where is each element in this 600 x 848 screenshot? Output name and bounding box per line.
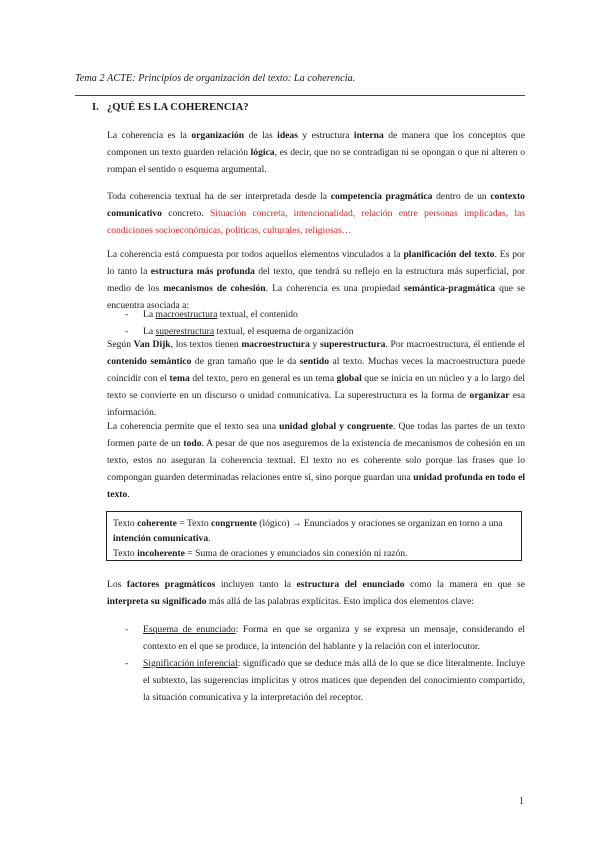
paragraph-1: La coherencia es la organización de las ideas y estructura interna de manera que los conceptos que componen un texto guarden relación lógica, es decir, que no se contradigan ni se opongan o que ni alteren o rompan el sentido o esquema argumental. [107, 130, 525, 175]
section-title: ¿QUÉ ES LA COHERENCIA? [107, 102, 249, 113]
section-heading [92, 102, 249, 113]
paragraph-2: Toda coherencia textual ha de ser interpretada desde la competencia pragmática dentro de un contexto comunicativo concreto. Situación concreta, intencionalidad, relación entre personas implicadas, las condiciones socioeconómicas, políticas, culturales, religiosas… [107, 191, 525, 236]
list-item: - Significación inferencial: significado que se deduce más allá de lo que se dice literalmente. Incluye el subtexto, las sugerencias implícitas y otros matices que dependen del conocimiento compartido, la situación comunicativa y la interpretación del receptor. [125, 658, 525, 703]
context-highlight: Situación concreta, intencionalidad, relación entre personas implicadas, las condiciones socioeconómicas, políticas, culturales, religiosas… [107, 208, 525, 236]
paragraph-5: La coherencia permite que el texto sea una unidad global y congruente. Que todas las partes de un texto formen parte de un todo. A pesar de que nos aseguremos de la existencia de mecanismos de cohesión en un texto, estos no aseguran la coherencia textual. El texto no es coherente solo porque las frases que lo compongan guarden determinadas relaciones entre sí, sino porque guardan una unidad profunda en todo el texto. [107, 421, 525, 500]
list-item: - Esquema de enunciado: Forma en que se organiza y se expresa un mensaje, considerando el contexto en el que se produce, la intención del hablante y la relación con el interlocutor. [125, 624, 526, 652]
incoherent-definition: Texto incoherente = Suma de oraciones y enunciados sin conexión ni razón. [113, 548, 408, 559]
paragraph-4: Según Van Dijk, los textos tienen macroestructura y superestructura. Por macroestructura, él entiende el contenido semántico de gran tamaño que le da sentido al texto. Muchas veces la macroestructura puede coincidir con el tema del texto, pero en general es un tema global que se inicia en un núcleo y a lo largo del texto se convierte en un discurso o unidad comunicativa. La superestructura es la forma de organizar esa información. [107, 339, 526, 418]
section-number: I. [92, 102, 99, 113]
page-header: Tema 2 ACTE: Principios de organización del texto: La coherencia. [75, 73, 356, 84]
list-item: - La macroestructura textual, el contenido [125, 309, 298, 320]
definition-box [106, 511, 522, 561]
paragraph-3: La coherencia está compuesta por todos aquellos elementos vinculados a la planificación del texto. Es por lo tanto la estructura más profunda del texto, que tendrá su reflejo en la estructura más superficial, por medio de los mecanismos de cohesión. La coherencia es una propiedad semántica-pragmática que se encuentra asociada a: [107, 249, 526, 311]
page-number: 1 [519, 796, 524, 807]
structure-list [107, 306, 525, 340]
coherent-definition: Texto coherente = Texto congruente (lógico) → Enunciados y oraciones se organizan en torno a una intención comunicativa. [113, 518, 503, 544]
paragraph-6: Los factores pragmáticos incluyen tanto la estructura del enunciado como la manera en que se interpreta su significado más allá de las palabras explícitas. Esto implica dos elementos clave: [107, 579, 525, 607]
list-item: - La superestructura textual, el esquema de organización [125, 326, 354, 337]
pragmatic-list [107, 621, 525, 706]
header-divider [75, 95, 525, 96]
